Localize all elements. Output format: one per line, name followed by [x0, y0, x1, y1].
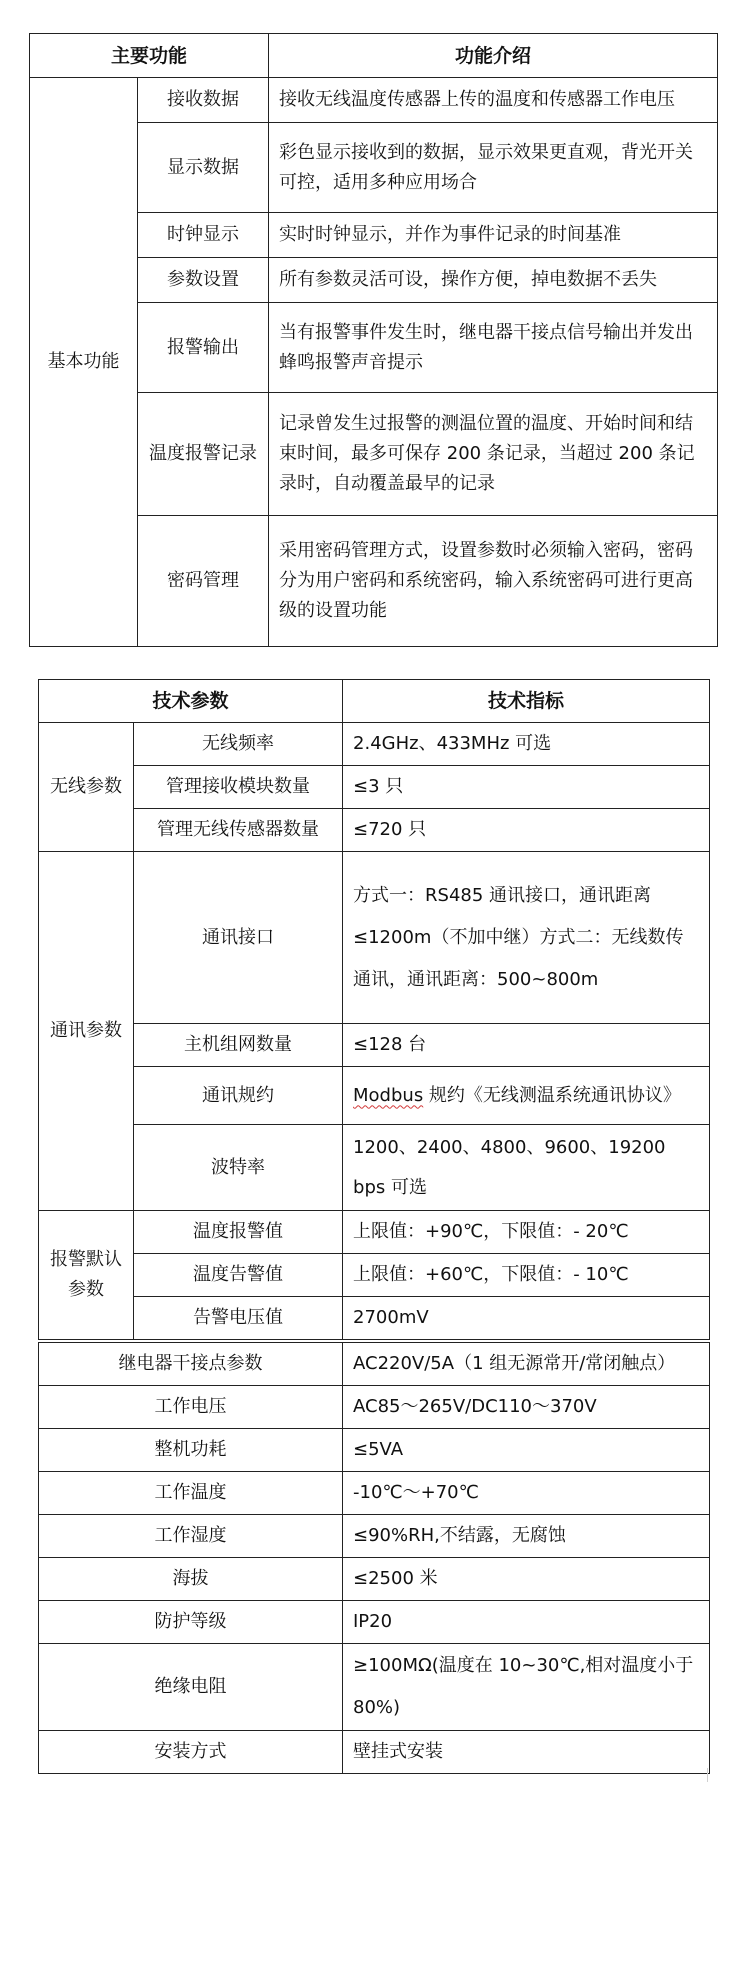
- row-name: 整机功耗: [39, 1429, 343, 1472]
- header-tech-specs: 技术指标: [343, 680, 710, 723]
- row-name: 继电器干接点参数: [39, 1343, 343, 1386]
- row-name: 工作温度: [39, 1472, 343, 1515]
- row-name: 温度告警值: [134, 1254, 343, 1297]
- row-value: AC85～265V/DC110～370V: [343, 1386, 710, 1429]
- row-name: 工作湿度: [39, 1515, 343, 1558]
- row-value: 方式一：RS485 通讯接口，通讯距离≤1200m（不加中继）方式二：无线数传通讯，通讯距离：500~800m: [343, 852, 710, 1024]
- table-row: [39, 1386, 710, 1429]
- group-comm-params: 通讯参数: [39, 852, 134, 1211]
- row-name: 防护等级: [39, 1601, 343, 1644]
- table-row: [39, 1601, 710, 1644]
- table-row: [39, 1125, 710, 1211]
- header-tech-params: 技术参数: [39, 680, 343, 723]
- row-value: 上限值：+60℃，下限值：- 10℃: [343, 1254, 710, 1297]
- table-row: [39, 723, 710, 766]
- row-name: 工作电压: [39, 1386, 343, 1429]
- row-value: ≤720 只: [343, 809, 710, 852]
- row-value: AC220V/5A（1 组无源常开/常闭触点）: [343, 1343, 710, 1386]
- table-row: [39, 809, 710, 852]
- group-wireless-params: 无线参数: [39, 723, 134, 852]
- functions-table: [29, 33, 718, 647]
- row-name: 告警电压值: [134, 1297, 343, 1340]
- group-alarm-defaults: 报警默认参数: [39, 1211, 134, 1340]
- row-name: 通讯规约: [134, 1067, 343, 1125]
- table-row: [39, 1211, 710, 1254]
- table-row: [39, 1024, 710, 1067]
- row-value: ≤3 只: [343, 766, 710, 809]
- row-name: 安装方式: [39, 1731, 343, 1774]
- row-name: 温度报警值: [134, 1211, 343, 1254]
- row-desc: 当有报警事件发生时，继电器干接点信号输出并发出蜂鸣报警声音提示: [269, 303, 718, 393]
- table-header-row: [30, 34, 718, 78]
- row-desc: 彩色显示接收到的数据，显示效果更直观，背光开关可控，适用多种应用场合: [269, 123, 718, 213]
- row-value: ≤90%RH,不结露，无腐蚀: [343, 1515, 710, 1558]
- table-row: [39, 1731, 710, 1774]
- header-function-intro: 功能介绍: [269, 34, 718, 78]
- row-value: 2.4GHz、433MHz 可选: [343, 723, 710, 766]
- row-name: 显示数据: [138, 123, 269, 213]
- row-value: [343, 1067, 710, 1125]
- row-name: 时钟显示: [138, 213, 269, 258]
- table-row: [39, 1515, 710, 1558]
- row-value: ≥100MΩ(温度在 10~30℃,相对温度小于 80%): [343, 1644, 710, 1731]
- edge-mark: [707, 1768, 708, 1782]
- row-desc: 记录曾发生过报警的测温位置的温度、开始时间和结束时间，最多可保存 200 条记录，当超过 200 条记录时，自动覆盖最早的记录: [269, 393, 718, 516]
- tech-params-table: [38, 679, 710, 1340]
- table-header-row: [39, 680, 710, 723]
- row-desc: 实时时钟显示，并作为事件记录的时间基准: [269, 213, 718, 258]
- row-desc: 所有参数灵活可设，操作方便，掉电数据不丢失: [269, 258, 718, 303]
- row-desc: 采用密码管理方式，设置参数时必须输入密码，密码分为用户密码和系统密码，输入系统密码可进行更高级的设置功能: [269, 516, 718, 647]
- table-row: [39, 1297, 710, 1340]
- row-value: 2700mV: [343, 1297, 710, 1340]
- header-main-functions: 主要功能: [30, 34, 269, 78]
- table-row: [39, 766, 710, 809]
- table-row: [39, 1429, 710, 1472]
- row-name: 管理接收模块数量: [134, 766, 343, 809]
- group-basic-functions: 基本功能: [30, 78, 138, 647]
- general-specs-table: [38, 1342, 710, 1774]
- row-name: 报警输出: [138, 303, 269, 393]
- protocol-rest: 规约《无线测温系统通讯协议》: [423, 1084, 681, 1106]
- table-row: [39, 852, 710, 1024]
- row-name: 主机组网数量: [134, 1024, 343, 1067]
- table-row: [39, 1472, 710, 1515]
- row-value: IP20: [343, 1601, 710, 1644]
- table-row: [39, 1558, 710, 1601]
- row-value: 上限值：+90℃，下限值：- 20℃: [343, 1211, 710, 1254]
- protocol-modbus: Modbus: [353, 1084, 424, 1106]
- table-row: [39, 1644, 710, 1731]
- row-name: 波特率: [134, 1125, 343, 1211]
- row-name: 参数设置: [138, 258, 269, 303]
- row-name: 密码管理: [138, 516, 269, 647]
- table-row: [39, 1254, 710, 1297]
- row-value: 1200、2400、4800、9600、19200 bps 可选: [343, 1125, 710, 1211]
- row-name: 接收数据: [138, 78, 269, 123]
- row-name: 绝缘电阻: [39, 1644, 343, 1731]
- row-name: 温度报警记录: [138, 393, 269, 516]
- row-value: 壁挂式安装: [343, 1731, 710, 1774]
- table-row: [39, 1343, 710, 1386]
- table-row: [30, 78, 718, 123]
- row-name: 无线频率: [134, 723, 343, 766]
- row-name: 管理无线传感器数量: [134, 809, 343, 852]
- row-value: ≤128 台: [343, 1024, 710, 1067]
- row-name: 通讯接口: [134, 852, 343, 1024]
- row-value: ≤2500 米: [343, 1558, 710, 1601]
- row-desc: 接收无线温度传感器上传的温度和传感器工作电压: [269, 78, 718, 123]
- row-value: -10℃～+70℃: [343, 1472, 710, 1515]
- row-value: ≤5VA: [343, 1429, 710, 1472]
- table-row: [39, 1067, 710, 1125]
- row-name: 海拔: [39, 1558, 343, 1601]
